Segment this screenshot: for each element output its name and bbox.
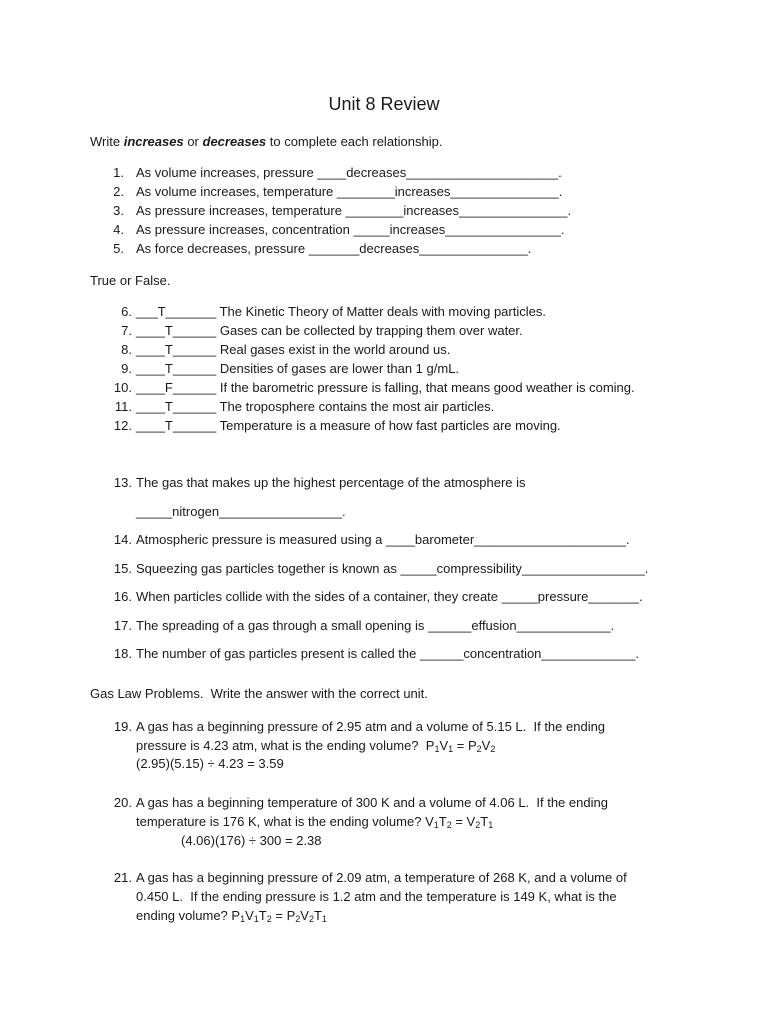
item-number: 2. <box>113 184 124 199</box>
item-text: As volume increases, temperature ________increases_______________. <box>136 184 563 199</box>
combined-equation <box>231 908 327 923</box>
eq-symbol: P <box>231 908 241 923</box>
instruction-word-increases: increases <box>123 134 184 149</box>
instruction-mid: or <box>183 134 203 149</box>
eq-symbol: T <box>480 814 489 829</box>
item-number: 9. <box>121 361 132 376</box>
eq-subscript: 2 <box>295 914 301 924</box>
problem-answer: (2.95)(5.15) ÷ 4.23 = 3.59 <box>136 756 284 771</box>
item-number: 18. <box>113 646 132 661</box>
eq-symbol: T <box>258 908 267 923</box>
problem-text-line1: A gas has a beginning temperature of 300 K and a volume of 4.06 L. If the ending <box>136 795 608 810</box>
eq-symbol: V <box>425 814 434 829</box>
eq-subscript: 1 <box>433 820 439 830</box>
page-title: Unit 8 Review <box>328 94 440 114</box>
instruction-suffix: to complete each relationship. <box>266 134 443 149</box>
section1-instruction <box>90 134 442 150</box>
eq-subscript: 1 <box>434 744 440 754</box>
instruction-prefix: Write <box>90 134 124 149</box>
item-text: As force decreases, pressure _______decreases_______________. <box>136 241 532 256</box>
eq-subscript: 2 <box>490 744 496 754</box>
problem-text-line1: A gas has a beginning pressure of 2.09 atm, a temperature of 268 K, and a volume of <box>136 870 627 885</box>
eq-subscript: 1 <box>253 914 259 924</box>
eq-symbol: T <box>438 814 447 829</box>
item-number: 7. <box>121 323 132 338</box>
instruction-word-decreases: decreases <box>202 134 267 149</box>
problem-text-line2: 0.450 L. If the ending pressure is 1.2 atm and the temperature is 149 K, what is the <box>136 889 617 904</box>
eq-subscript: 2 <box>476 744 482 754</box>
item-text: Squeezing gas particles together is known as _____compressibility_________________. <box>136 561 649 576</box>
problem-text-line3 <box>136 908 327 924</box>
question-text: temperature is 176 K, what is the ending volume? <box>136 814 426 829</box>
item-number: 14. <box>113 532 132 547</box>
item-number: 5. <box>113 241 124 256</box>
item-number: 15. <box>113 561 132 576</box>
item-number: 12. <box>113 418 132 433</box>
item-number: 10. <box>113 380 132 395</box>
item-text: ___T_______ The Kinetic Theory of Matter deals with moving particles. <box>136 304 546 319</box>
item-answer: _____nitrogen_________________. <box>136 504 346 519</box>
eq-subscript: 2 <box>446 820 452 830</box>
question-text: pressure is 4.23 atm, what is the ending volume? <box>136 738 426 753</box>
eq-subscript: 1 <box>240 914 246 924</box>
item-number: 4. <box>113 222 124 237</box>
eq-symbol: P <box>425 738 435 753</box>
item-text: The number of gas particles present is called the ______concentration_____________. <box>136 646 640 661</box>
eq-symbol: = P <box>271 908 296 923</box>
eq-subscript: 1 <box>488 820 494 830</box>
eq-subscript: 2 <box>266 914 272 924</box>
eq-subscript: 1 <box>321 914 327 924</box>
eq-subscript: 1 <box>448 744 454 754</box>
item-number: 3. <box>113 203 124 218</box>
item-text: As pressure increases, temperature ________increases_______________. <box>136 203 572 218</box>
item-text: The gas that makes up the highest percentage of the atmosphere is <box>136 475 526 490</box>
item-text: ____T______ The troposphere contains the most air particles. <box>136 399 495 414</box>
eq-symbol: = V <box>451 814 476 829</box>
item-text: As pressure increases, concentration _____increases________________. <box>136 222 565 237</box>
charles-equation <box>425 814 493 829</box>
eq-symbol: V <box>439 738 449 753</box>
item-text: ____T______ Gases can be collected by trapping them over water. <box>136 323 523 338</box>
eq-symbol: = P <box>453 738 477 753</box>
item-number: 8. <box>121 342 132 357</box>
problem-answer: (4.06)(176) ÷ 300 = 2.38 <box>181 833 322 848</box>
item-text: When particles collide with the sides of a container, they create _____pressure_______. <box>136 589 643 604</box>
eq-subscript: 2 <box>475 820 481 830</box>
item-text: Atmospheric pressure is measured using a ____barometer_____________________. <box>136 532 630 547</box>
problem-text-line2 <box>136 814 493 830</box>
eq-subscript: 2 <box>308 914 314 924</box>
problem-text-line2 <box>136 738 495 754</box>
item-number: 17. <box>113 618 132 633</box>
item-text: ____T______ Densities of gases are lower than 1 g/mL. <box>136 361 460 376</box>
item-text: ____T______ Real gases exist in the world around us. <box>136 342 451 357</box>
item-number: 20. <box>113 795 132 810</box>
item-text: ____T______ Temperature is a measure of how fast particles are moving. <box>136 418 561 433</box>
item-number: 6. <box>121 304 132 319</box>
item-number: 1. <box>113 165 124 180</box>
section2-heading: True or False. <box>90 273 171 288</box>
item-text: The spreading of a gas through a small opening is ______effusion_____________. <box>136 618 615 633</box>
section4-heading: Gas Law Problems. Write the answer with the correct unit. <box>90 686 428 701</box>
item-text: ____F______ If the barometric pressure is falling, that means good weather is coming. <box>136 380 635 395</box>
item-text: As volume increases, pressure ____decreases_____________________. <box>136 165 562 180</box>
boyle-equation <box>426 738 496 753</box>
eq-symbol: T <box>313 908 322 923</box>
item-number: 19. <box>113 719 132 734</box>
item-number: 11. <box>114 399 132 414</box>
item-number: 16. <box>113 589 132 604</box>
eq-symbol: V <box>481 738 491 753</box>
eq-symbol: V <box>245 908 254 923</box>
item-number: 13. <box>113 475 132 490</box>
item-number: 21. <box>113 870 132 885</box>
problem-text-line1: A gas has a beginning pressure of 2.95 atm and a volume of 5.15 L. If the ending <box>136 719 606 734</box>
eq-symbol: V <box>300 908 309 923</box>
question-text: ending volume? <box>136 908 232 923</box>
